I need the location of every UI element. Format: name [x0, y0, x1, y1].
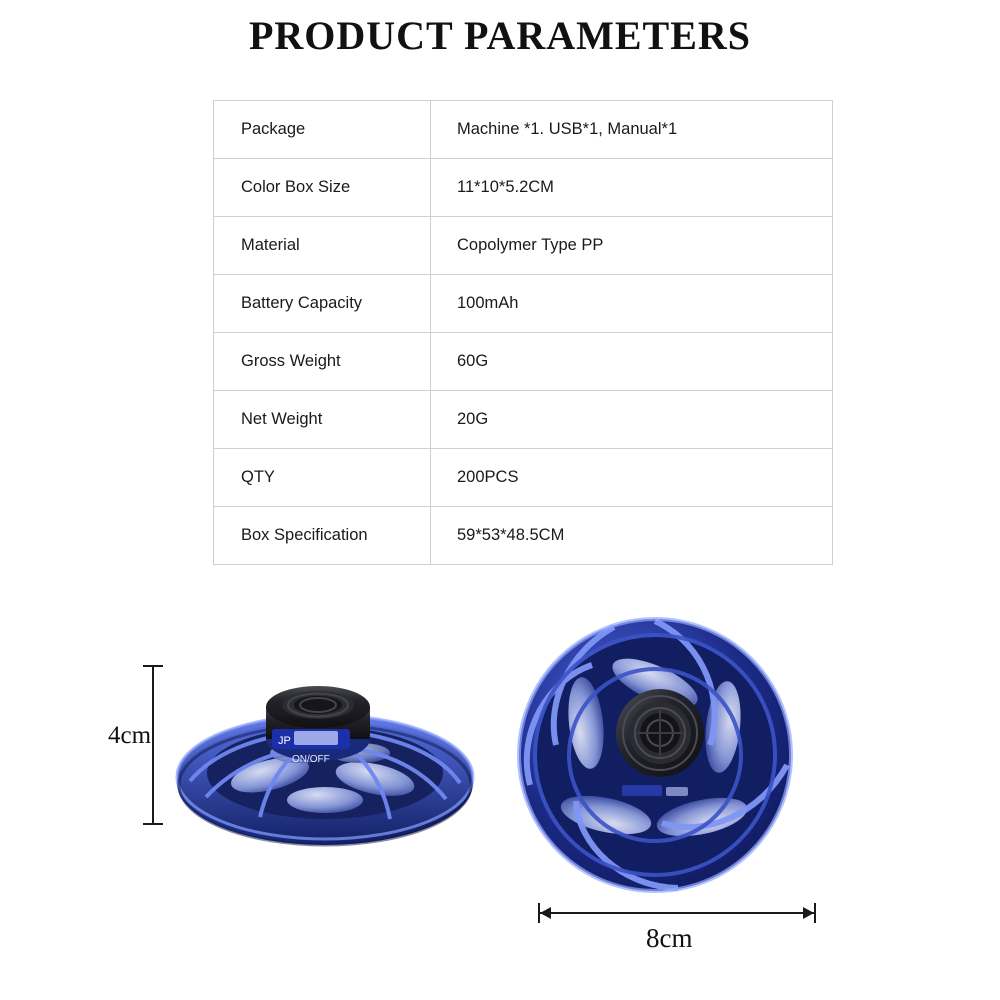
arrow-left-icon: [540, 907, 551, 919]
table-row: [214, 391, 833, 449]
spec-label: Color Box Size: [214, 159, 431, 217]
spec-label: QTY: [214, 449, 431, 507]
spec-value: 20G: [431, 391, 833, 449]
spec-value: Machine *1. USB*1, Manual*1: [431, 101, 833, 159]
spec-value: 60G: [431, 333, 833, 391]
spec-label: Package: [214, 101, 431, 159]
spec-value: 100mAh: [431, 275, 833, 333]
badge-text: JP: [278, 735, 291, 747]
table-row: [214, 449, 833, 507]
spec-label: Gross Weight: [214, 333, 431, 391]
spec-label: Net Weight: [214, 391, 431, 449]
table-row: [214, 101, 833, 159]
height-dimension-bracket: [152, 665, 154, 825]
product-photo-area: [0, 575, 1000, 1000]
table-row: [214, 275, 833, 333]
width-dimension-label: 8cm: [646, 923, 693, 953]
specifications-table: [213, 100, 833, 565]
table-row: [214, 507, 833, 565]
spec-value: 59*53*48.5CM: [431, 507, 833, 565]
spec-label: Material: [214, 217, 431, 275]
height-dimension-label: 4cm: [108, 722, 152, 749]
spec-value: Copolymer Type PP: [431, 217, 833, 275]
spec-value: 200PCS: [431, 449, 833, 507]
flying-spinner-drone-top-view: [510, 605, 800, 895]
spec-label: Battery Capacity: [214, 275, 431, 333]
table-row: [214, 217, 833, 275]
on-off-label: ON/OFF: [292, 754, 330, 765]
spec-label: Box Specification: [214, 507, 431, 565]
width-dimension-arrow: [538, 912, 816, 914]
table-row: [214, 159, 833, 217]
table-row: [214, 333, 833, 391]
flying-spinner-drone-angled-view: [160, 635, 490, 865]
page-title: PRODUCT PARAMETERS: [248, 13, 752, 58]
arrow-right-icon: [803, 907, 814, 919]
spec-value: 11*10*5.2CM: [431, 159, 833, 217]
